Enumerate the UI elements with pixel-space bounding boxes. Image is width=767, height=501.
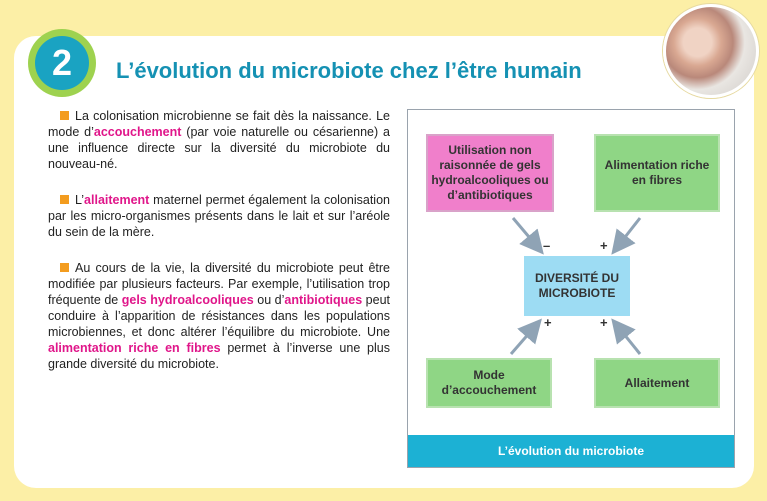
keyword-gels: gels hydroalcooliques	[121, 293, 254, 307]
section-number-badge	[28, 29, 96, 97]
arrow-top-left	[513, 218, 540, 250]
box-gels-antibiotiques: Utilisation non raisonnée de gels hydroalcooliques ou d’antibiotiques	[426, 134, 554, 212]
text-run: ou d’	[253, 293, 285, 307]
arrow-top-right	[615, 218, 640, 250]
section-number: 2	[35, 36, 89, 90]
arrow-bottom-left	[511, 323, 538, 354]
sign-plus-bottom-left: +	[544, 315, 552, 330]
text-run: permet à l’inverse une plus grande diversité du microbiote.	[48, 341, 390, 371]
keyword-fibres: alimentation riche en fibres	[48, 341, 221, 355]
box-allaitement: Allaitement	[594, 358, 720, 408]
paragraph-breastfeeding	[48, 192, 390, 240]
bullet-icon	[60, 111, 69, 120]
box-diversite-microbiote: DIVERSITÉ DU MICROBIOTE	[524, 256, 630, 316]
text-run: L’	[75, 193, 85, 207]
keyword-accouchement: accouchement	[93, 125, 182, 139]
text-run: maternel permet également la colonisation par les micro-organismes présents dans le lait et sur l’aréole du sein de la mère.	[48, 193, 390, 239]
sign-plus-bottom-right: +	[600, 315, 608, 330]
box-alimentation-fibres: Alimentation riche en fibres	[594, 134, 720, 212]
bullet-icon	[60, 263, 69, 272]
arrow-bottom-right	[615, 323, 640, 354]
keyword-allaitement: allaitement	[84, 193, 150, 207]
bullet-icon	[60, 195, 69, 204]
microbiote-diagram	[407, 109, 735, 468]
sign-plus-top-right: +	[600, 238, 608, 253]
diagram-caption: L’évolution du microbiote	[408, 435, 734, 467]
keyword-antibiotiques: antibiotiques	[284, 293, 363, 307]
sign-minus-top-left: –	[543, 238, 551, 253]
section-title: L’évolution du microbiote chez l’être humain	[116, 58, 582, 83]
text-run: peut conduire à l’apparition de résistances dans les populations microbiennes, et donc altérer l’équilibre du microbiote. Une	[48, 293, 390, 339]
paragraph-life-factors	[48, 260, 390, 372]
newborn-photo	[663, 4, 759, 98]
paragraph-birth	[48, 108, 390, 172]
text-run: La colonisation microbienne se fait dès la naissance. Le mode d’	[48, 109, 390, 139]
body-text	[48, 108, 390, 392]
text-run: (par voie naturelle ou césarienne) a une influence directe sur la diversité du microbiote du nouveau-né.	[48, 125, 390, 171]
box-mode-accouchement: Mode d’accouchement	[426, 358, 552, 408]
text-run: Au cours de la vie, la diversité du microbiote peut être modifiée par plusieurs facteurs. Par exemple, l’utilisation trop fréquente de	[48, 261, 390, 307]
